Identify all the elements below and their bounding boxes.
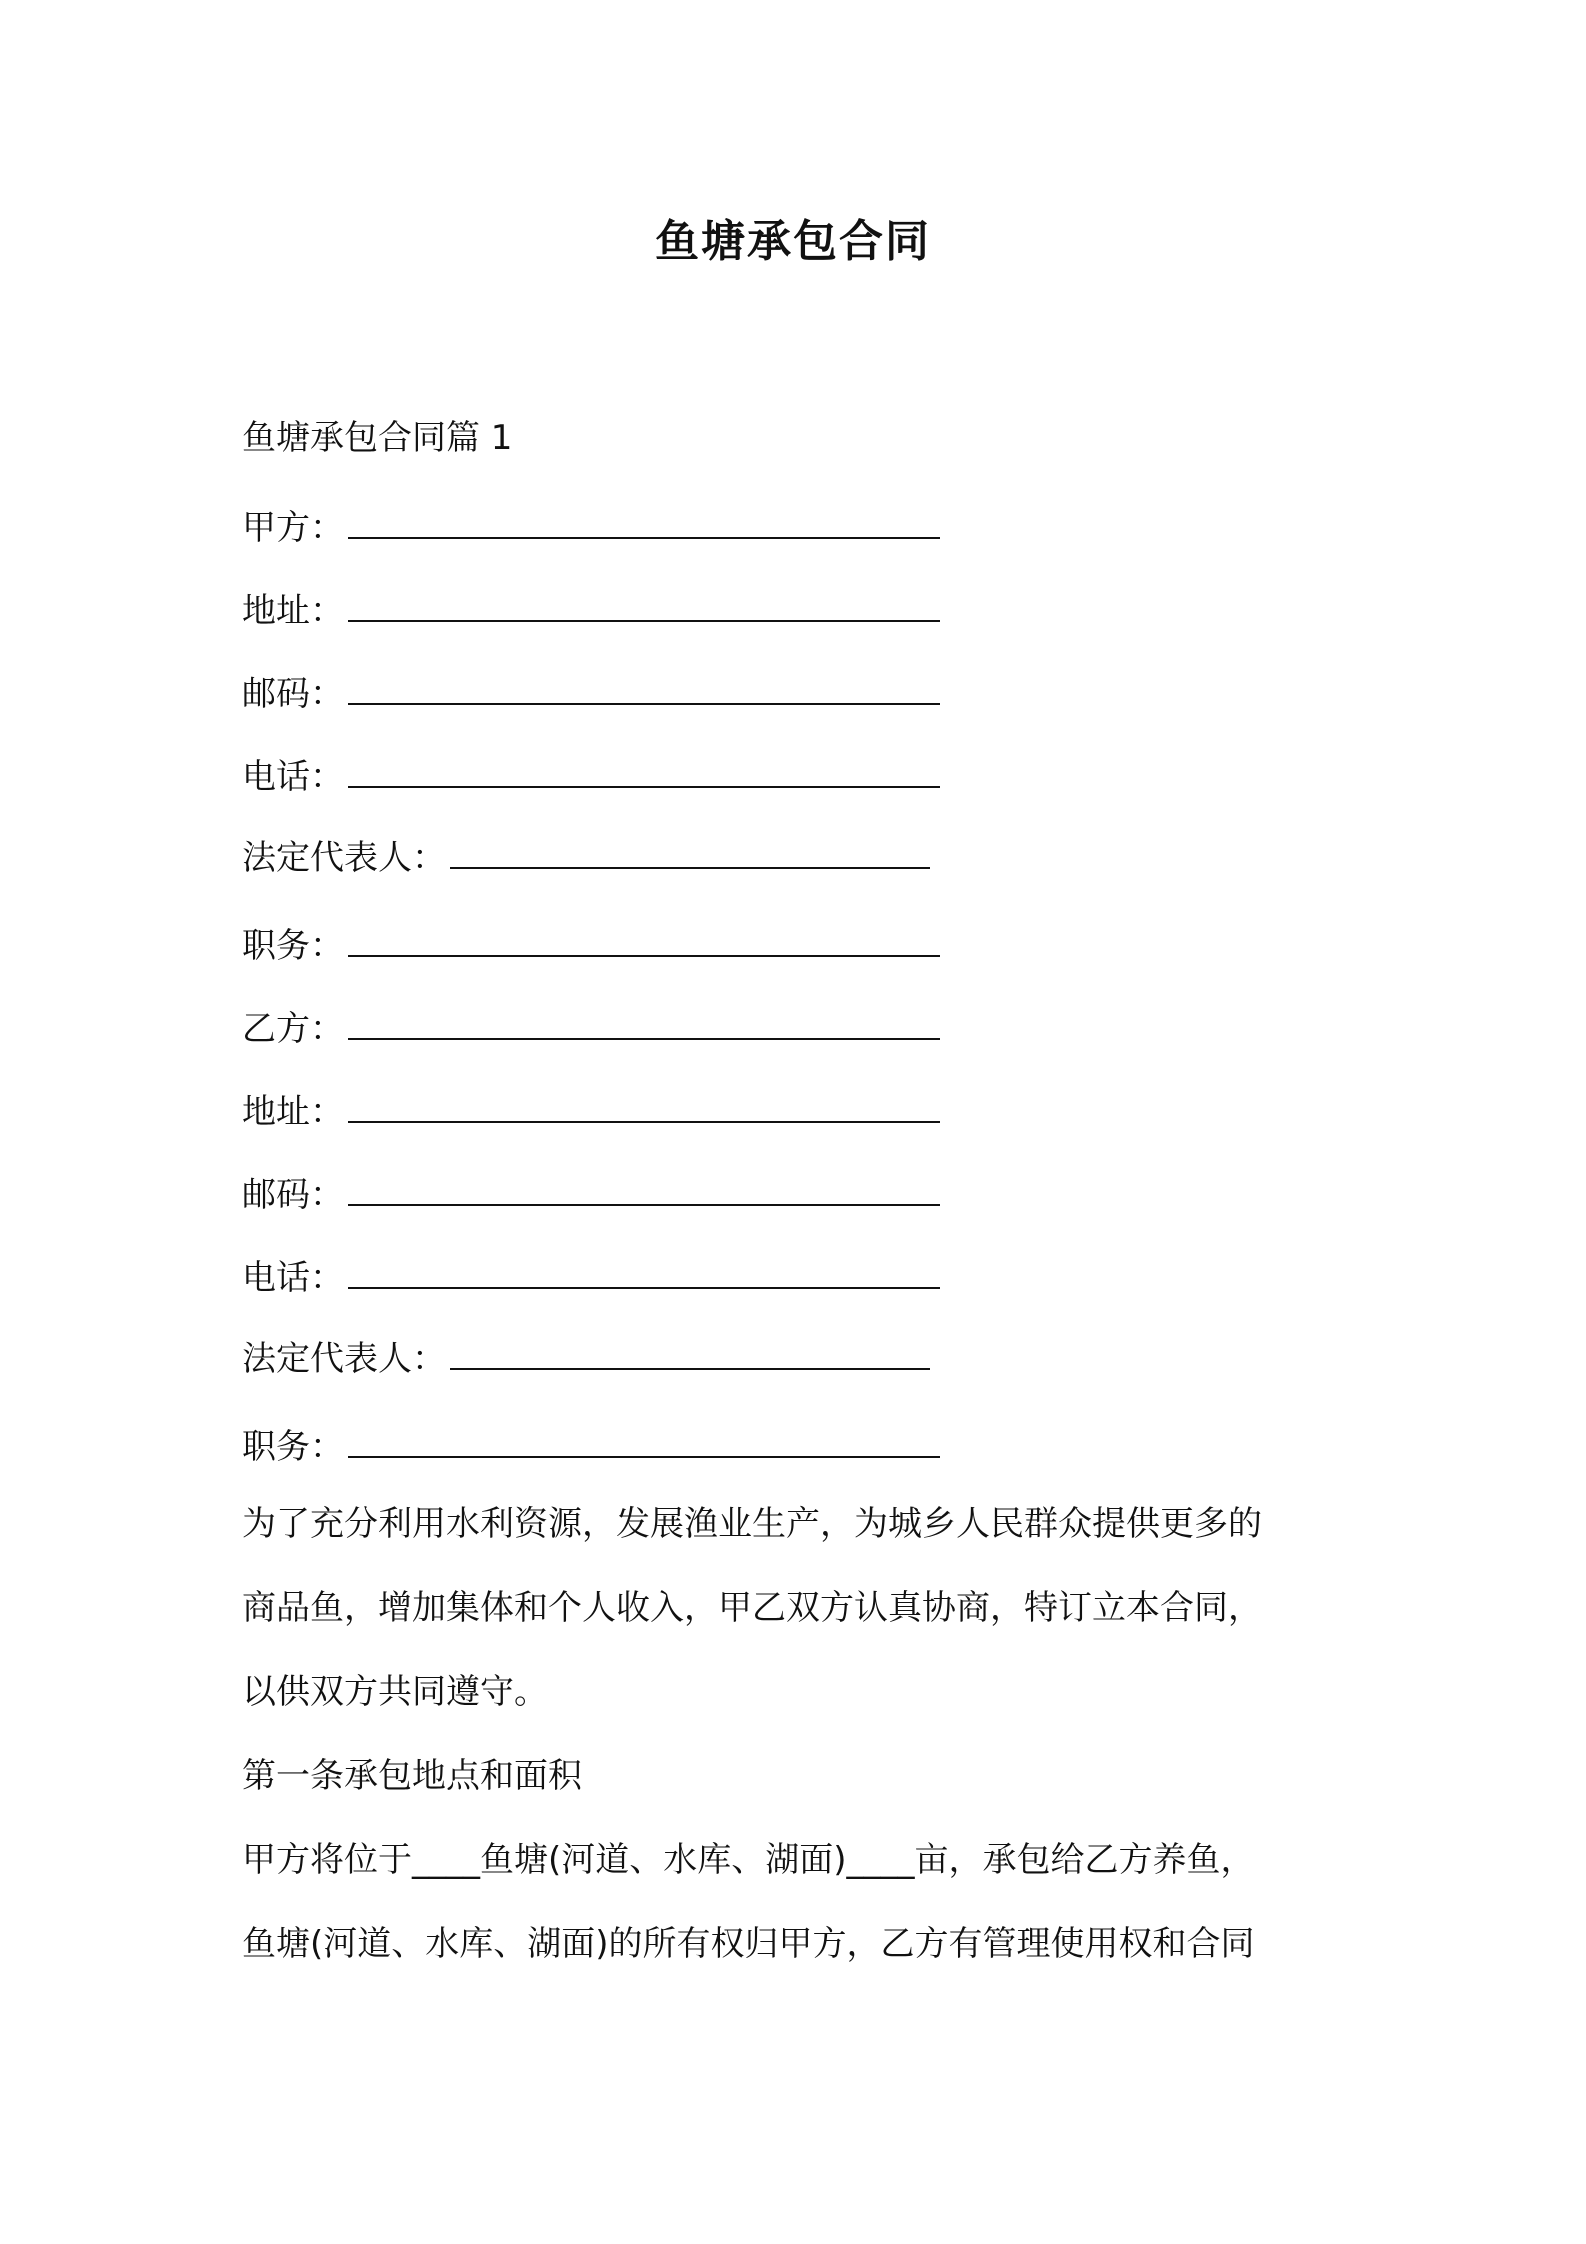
party-a-position-field: [242, 922, 940, 970]
party-b-position-field: [242, 1423, 940, 1471]
party-a-legal-rep-label: 法定代表人：: [242, 838, 446, 878]
party-a-address-blank: [348, 590, 940, 622]
party-b-address-blank: [348, 1091, 940, 1123]
party-a-phone-label: 电话：: [242, 757, 344, 797]
party-a-name-blank: [348, 507, 940, 539]
party-a-legal-rep-field: [242, 834, 930, 882]
article-1-body-line: 鱼塘(河道、水库、湖面)的所有权归甲方，乙方有管理使用权和合同: [242, 1924, 1255, 1964]
party-a-phone-field: [242, 753, 940, 801]
party-b-postcode-field: [242, 1171, 940, 1219]
party-b-phone-field: [242, 1254, 940, 1302]
party-b-name-blank: [348, 1008, 940, 1040]
party-a-postcode-field: [242, 670, 940, 718]
party-a-phone-blank: [348, 756, 940, 788]
party-a-postcode-blank: [348, 673, 940, 705]
party-b-phone-blank: [348, 1257, 940, 1289]
party-a-name-field: [242, 504, 940, 552]
party-b-legal-rep-blank: [450, 1338, 930, 1370]
document-title: 鱼塘承包合同: [655, 216, 931, 267]
article-1-body-line: 甲方将位于____鱼塘(河道、水库、湖面)____亩，承包给乙方养鱼，: [242, 1840, 1255, 1880]
party-b-name-field: [242, 1005, 940, 1053]
preamble-line: 为了充分利用水利资源，发展渔业生产，为城乡人民群众提供更多的: [242, 1504, 1262, 1544]
party-b-phone-label: 电话：: [242, 1258, 344, 1298]
party-a-postcode-label: 邮码：: [242, 674, 344, 714]
party-b-legal-rep-field: [242, 1335, 930, 1383]
section-heading: 鱼塘承包合同篇 1: [242, 418, 513, 458]
party-b-position-blank: [348, 1426, 940, 1458]
party-b-position-label: 职务：: [242, 1427, 344, 1467]
preamble-line: 以供双方共同遵守。: [242, 1672, 548, 1712]
party-b-name-label: 乙方：: [242, 1009, 344, 1049]
party-b-address-label: 地址：: [242, 1092, 344, 1132]
party-a-position-label: 职务：: [242, 926, 344, 966]
party-a-address-label: 地址：: [242, 591, 344, 631]
party-b-legal-rep-label: 法定代表人：: [242, 1339, 446, 1379]
preamble-line: 商品鱼，增加集体和个人收入，甲乙双方认真协商，特订立本合同，: [242, 1588, 1262, 1628]
party-a-name-label: 甲方：: [242, 508, 344, 548]
article-1-heading: 第一条承包地点和面积: [242, 1756, 582, 1796]
party-a-position-blank: [348, 925, 940, 957]
party-a-address-field: [242, 587, 940, 635]
party-b-postcode-label: 邮码：: [242, 1175, 344, 1215]
party-b-address-field: [242, 1088, 940, 1136]
party-b-postcode-blank: [348, 1174, 940, 1206]
party-a-legal-rep-blank: [450, 837, 930, 869]
